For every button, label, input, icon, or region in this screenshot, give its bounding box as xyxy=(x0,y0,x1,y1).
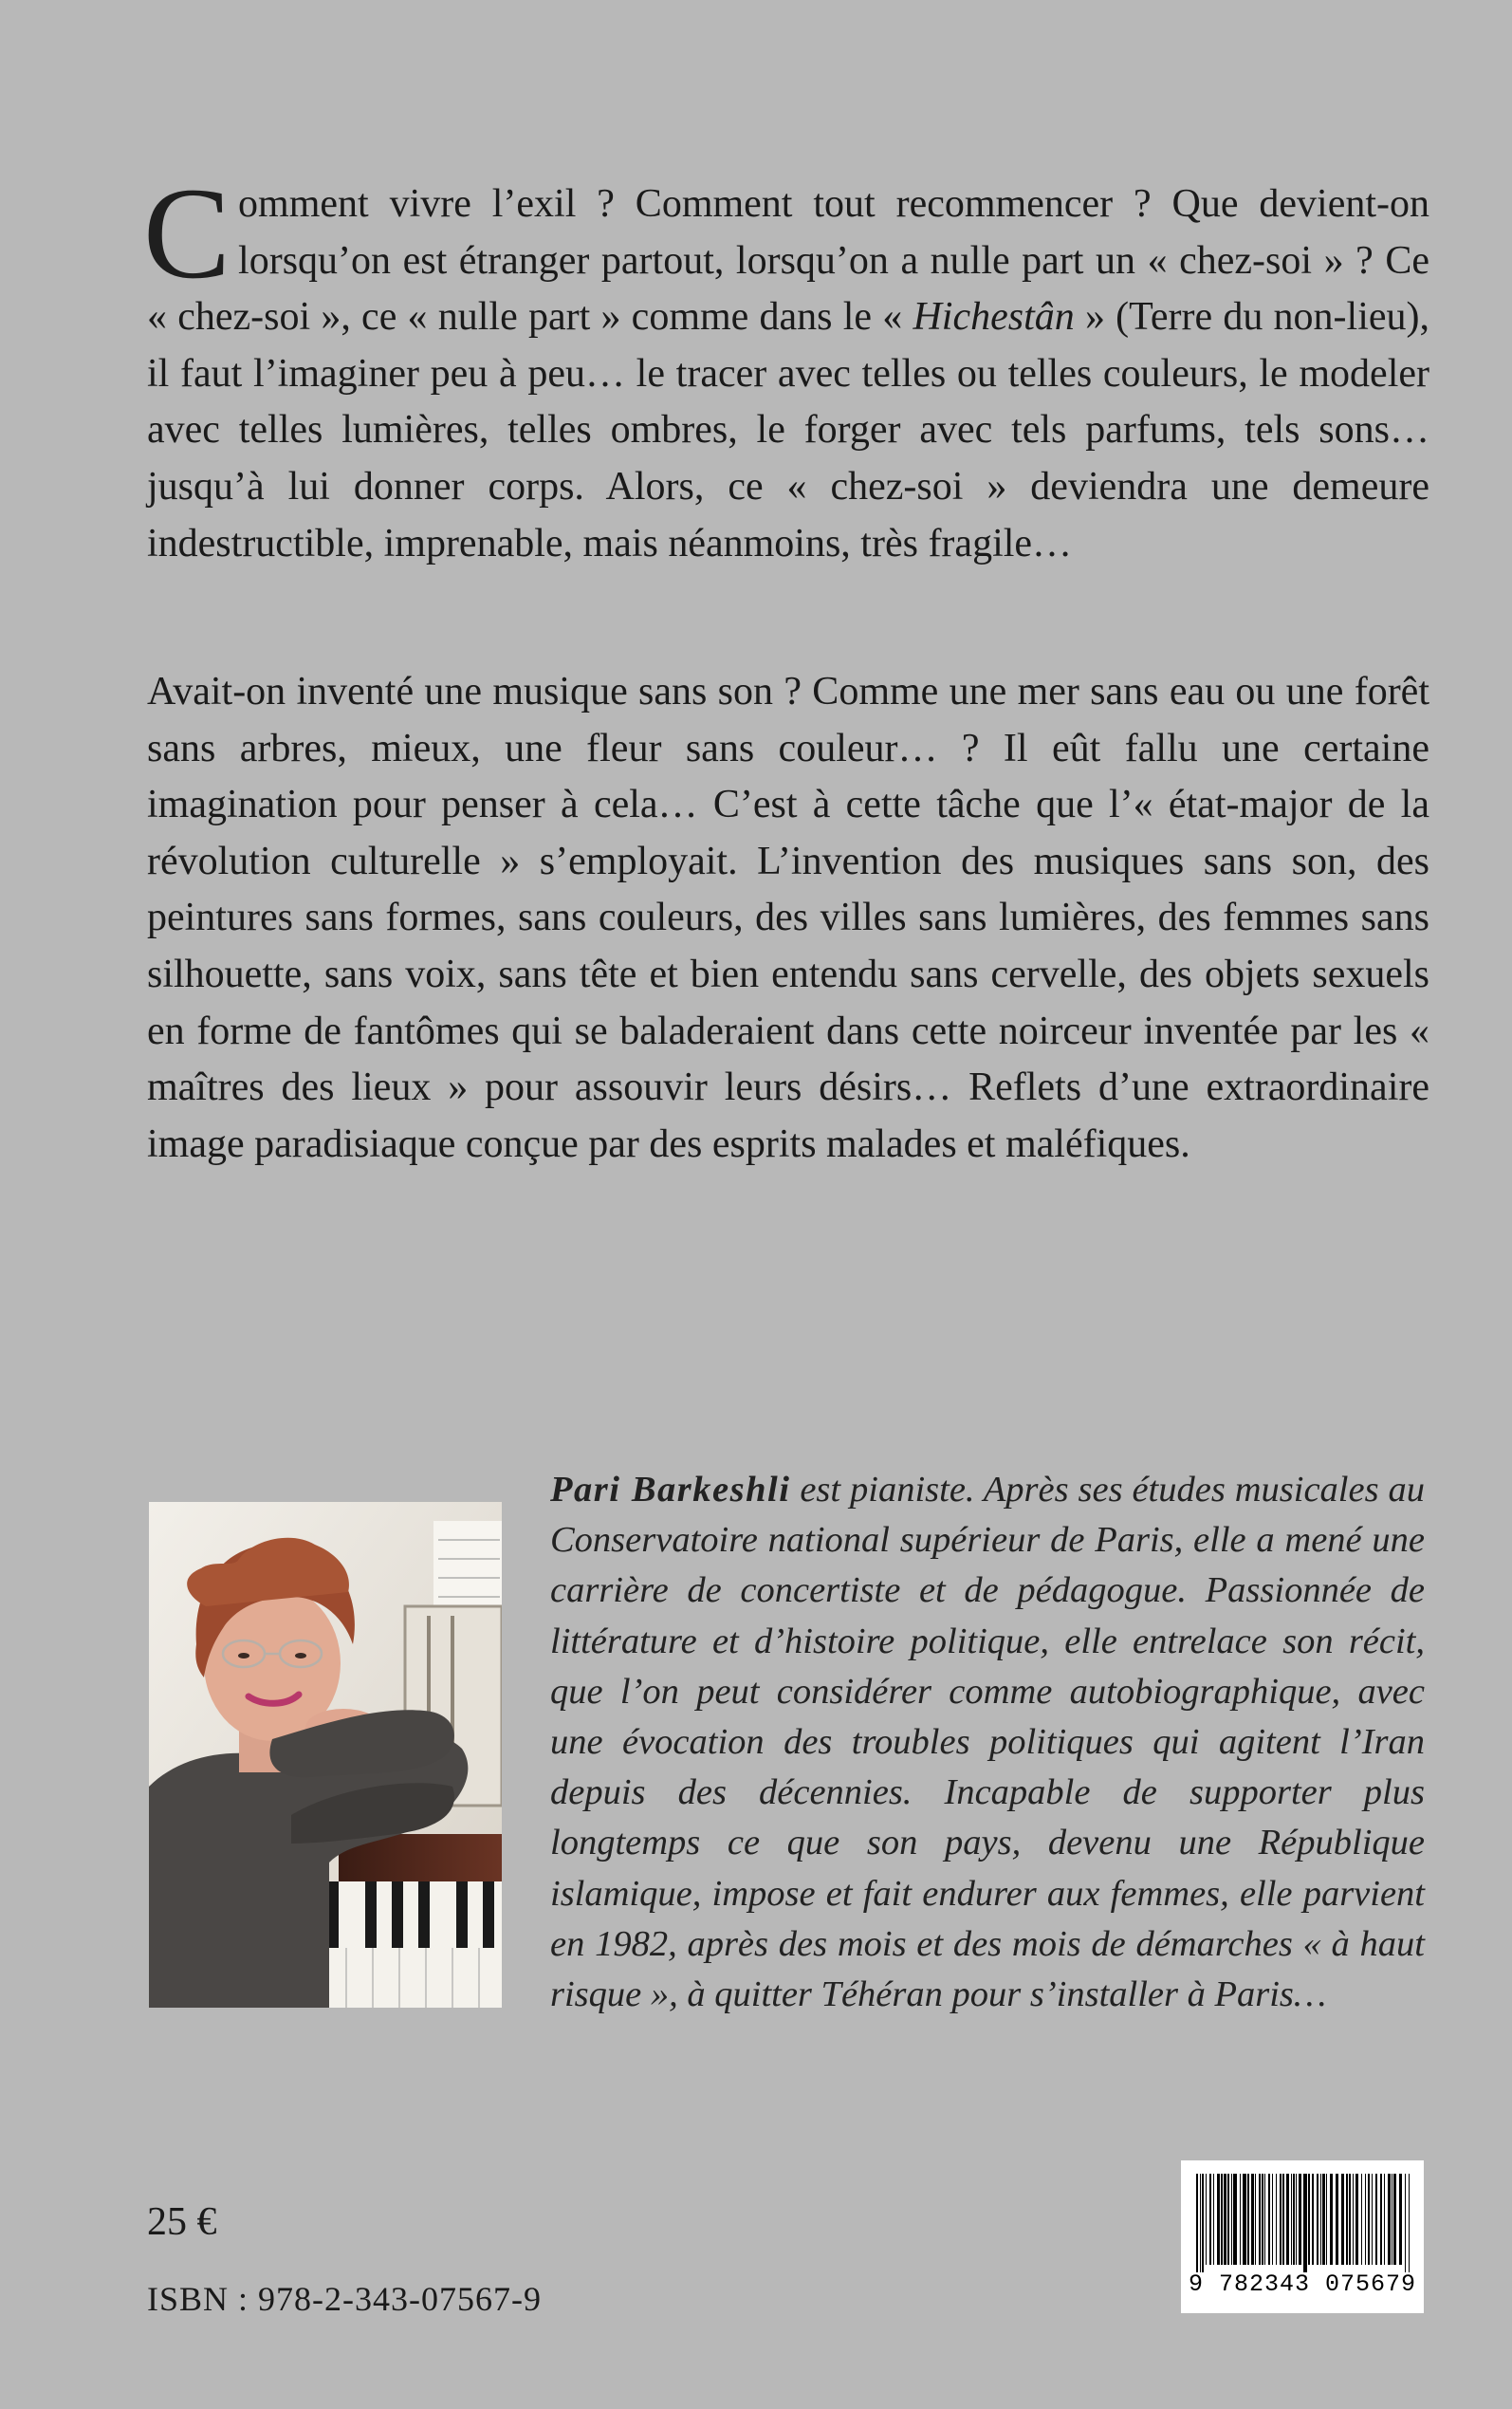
barcode-bar xyxy=(1291,2174,1292,2265)
barcode-bar xyxy=(1405,2174,1406,2272)
barcode-bar xyxy=(1308,2174,1310,2265)
barcode-bar xyxy=(1330,2174,1333,2265)
barcode-bar xyxy=(1276,2174,1277,2265)
barcode-bar xyxy=(1282,2174,1284,2265)
barcode-bar xyxy=(1231,2174,1232,2265)
barcode-bar xyxy=(1399,2174,1402,2265)
barcode-bar xyxy=(1365,2174,1366,2265)
barcode-digits: 9 782343 075679 xyxy=(1188,2270,1417,2298)
barcode-bar xyxy=(1243,2174,1246,2265)
barcode-bar xyxy=(1312,2174,1314,2265)
barcode-bar xyxy=(1320,2174,1321,2265)
barcode-bar xyxy=(1380,2174,1382,2265)
barcode-bar xyxy=(1259,2174,1261,2265)
barcode-bar xyxy=(1255,2174,1256,2265)
barcode-bar xyxy=(1326,2174,1327,2265)
barcode-bar xyxy=(1349,2174,1351,2265)
barcode-bar xyxy=(1341,2174,1344,2265)
barcode-bar xyxy=(1233,2174,1237,2265)
barcode-bar xyxy=(1293,2174,1295,2265)
barcode-bar xyxy=(1336,2174,1338,2265)
barcode-bar xyxy=(1240,2174,1241,2265)
barcode-bar xyxy=(1264,2174,1265,2265)
barcode-bar xyxy=(1388,2174,1391,2265)
barcode-bar xyxy=(1384,2174,1385,2265)
barcode-bar xyxy=(1196,2174,1198,2272)
author-bio xyxy=(550,1465,1425,2020)
barcode-bar xyxy=(1272,2174,1273,2265)
author-portrait-illustration xyxy=(149,1502,502,2008)
second-paragraph-text: Avait-on inventé une musique sans son ? Comme une mer sans eau ou une forêt sans arbres, mieux, une fleur sans couleur… ? Il eût fallu une certaine imagination pour penser à cela… C’est à cette tâche que l’« état-major de la révolution culturelle » s’employait. L’invention des musiques sans son, des peintures sans formes, sans couleurs, des villes sans lumières, des femmes sans silhouette, sans voix, sans tête et bien entendu sans cervelle, des objets sexuels en forme de fantômes qui se baladeraient dans cette noirceur inventée par les « maîtres des lieux » pour assouvir leurs désirs… Reflets d’une extraordinaire image paradisiaque conçue par des esprits malades et maléfiques. xyxy=(147,670,1429,1166)
barcode-bar xyxy=(1280,2174,1282,2265)
intro-text-after-emphasis: » (Terre du non-lieu), il faut l’imaginer peu à peu… le tracer avec telles ou telles couleurs, le modeler avec telles lumières, telles ombres, le forger avec tels parfums, tels sons… jusqu’à lui donner corps. Alors, ce « chez-soi » deviendra une demeure indestructible, imprenable, mais néanmoins, très fragile… xyxy=(147,295,1429,565)
barcode-bar xyxy=(1393,2174,1396,2265)
barcode-bar xyxy=(1372,2174,1373,2265)
barcode-bar xyxy=(1251,2174,1254,2265)
intro-emphasis-hichestan: Hichestân xyxy=(913,295,1075,340)
barcode-bar xyxy=(1322,2174,1325,2265)
second-paragraph xyxy=(147,664,1429,1173)
barcode-bar xyxy=(1296,2174,1297,2265)
barcode-bar xyxy=(1213,2174,1214,2265)
barcode-bar xyxy=(1353,2174,1354,2265)
barcode-bar xyxy=(1206,2174,1207,2265)
barcode-bar xyxy=(1346,2174,1348,2265)
barcode-bar xyxy=(1303,2174,1307,2272)
barcode-bar xyxy=(1317,2174,1318,2265)
author-name: Pari Barkeshli xyxy=(550,1470,791,1510)
barcode-bar xyxy=(1375,2174,1377,2265)
barcode-bar xyxy=(1221,2174,1223,2265)
intro-text-before-emphasis: Que devient-on lorsqu’on est étranger partout, lorsqu’on a nulle part un « chez-soi » ? Ce « chez-soi », ce « nulle part » comme dans le « xyxy=(147,182,1429,340)
barcode-bar xyxy=(1409,2174,1410,2272)
barcode-bar xyxy=(1200,2174,1201,2272)
author-bio-text: est pianiste. Après ses études musicales au Conservatoire national supérieur de Paris, elle a mené une carrière de concertiste et de pédagogue. Passionnée de littérature et d’histoire politique, elle entrelace son récit, que l’on peut considérer comme autobiographique, avec une évocation des troubles politiques qui agitent l’Iran depuis des décennies. Incapable de supporter plus longtemps ce que son pays, devenu une République islamique, impose et fait endurer aux femmes, elle parvient en 1982, après des mois et des mois de démarches « à haut risque », à quitter Téhéran pour s’installer à Paris… xyxy=(550,1470,1425,2015)
barcode-bar xyxy=(1209,2174,1211,2265)
barcode-bar xyxy=(1368,2174,1370,2265)
price: 25 € xyxy=(147,2200,217,2244)
isbn: ISBN : 978-2-343-07567-9 xyxy=(147,2280,542,2318)
intro-first-line: omment vivre l’exil ? Comment tout recommencer ? xyxy=(238,182,1152,226)
barcode-bar xyxy=(1247,2174,1249,2265)
barcode-bar xyxy=(1227,2174,1229,2265)
barcode-bar xyxy=(1224,2174,1226,2265)
drop-cap: C xyxy=(143,160,231,306)
barcode-bar xyxy=(1217,2174,1220,2265)
barcode-bar xyxy=(1202,2174,1204,2272)
author-photo xyxy=(149,1502,502,2008)
barcode-bar xyxy=(1268,2174,1270,2265)
barcode-bar xyxy=(1361,2174,1362,2265)
intro-paragraph xyxy=(143,160,1429,572)
barcode-bar xyxy=(1262,2174,1263,2265)
barcode-bar xyxy=(1355,2174,1358,2265)
barcode-bar xyxy=(1299,2174,1301,2265)
barcode-bar xyxy=(1286,2174,1289,2265)
barcode xyxy=(1181,2160,1424,2313)
